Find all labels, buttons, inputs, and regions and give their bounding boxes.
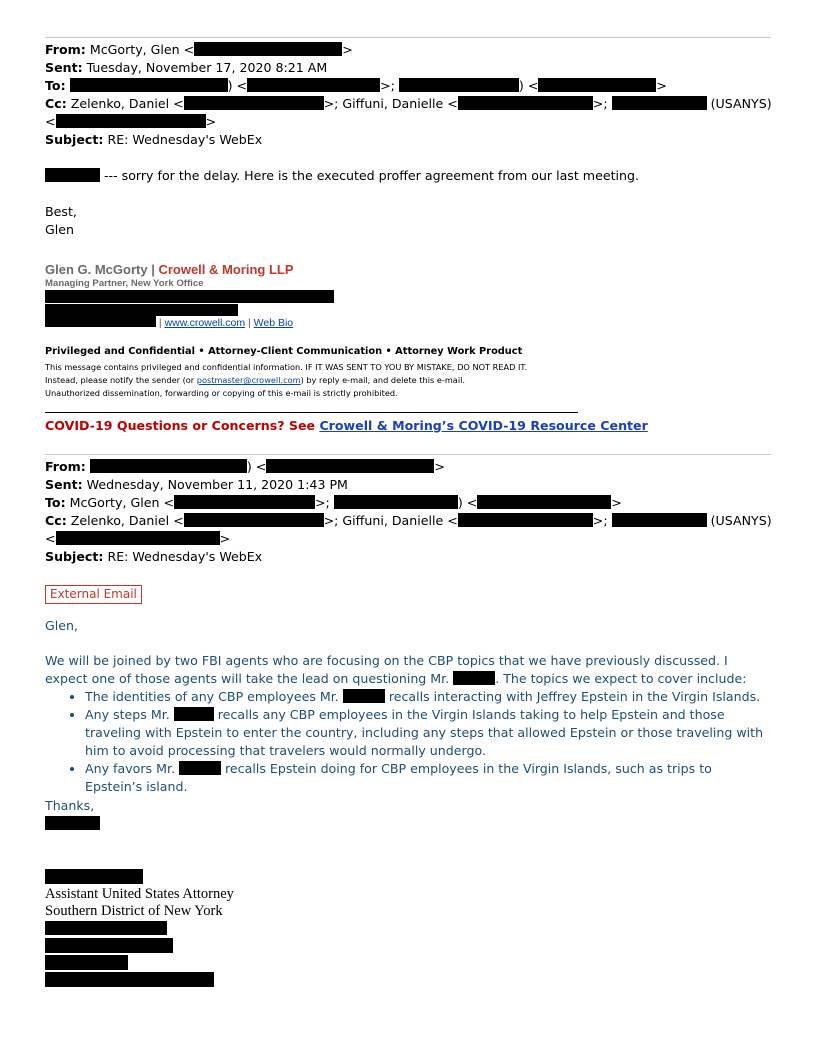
redaction (45, 972, 214, 987)
email1-from-line: From: McGorty, Glen < > (45, 42, 353, 57)
email1-to-line: To: ) < >; ) < > (45, 78, 667, 93)
redaction (399, 78, 519, 92)
web-bio-link[interactable]: Web Bio (253, 317, 294, 329)
email2-cc-line: Cc: Zelenko, Daniel < >; Giffuni, Danielle < >; (USANYS) (45, 513, 772, 528)
redaction (477, 495, 611, 509)
redaction (56, 531, 220, 545)
email2-greeting: Glen, (45, 618, 78, 633)
redaction (45, 816, 100, 830)
redaction (179, 761, 221, 775)
redaction (45, 290, 334, 303)
redaction (70, 78, 228, 92)
ausa-office: Southern District of New York (45, 903, 223, 919)
email2-subject-line: Subject: RE: Wednesday's WebEx (45, 549, 263, 564)
redaction (45, 955, 128, 970)
topics-list (45, 688, 773, 796)
website-link[interactable]: www.crowell.com (164, 317, 246, 329)
redaction (45, 938, 173, 953)
redaction (458, 513, 593, 527)
email2-sent-line: Sent: Wednesday, November 11, 2020 1:43 PM (45, 477, 348, 492)
redaction (453, 671, 495, 685)
redaction (612, 513, 707, 527)
email1-subject-line (45, 131, 262, 148)
list-item: • Any favors Mr. recalls Epstein doing for CBP employees in the Virgin Islands, such as trips to Epstein’s island. (85, 760, 773, 796)
redaction (194, 42, 342, 56)
email2-to-line: To: McGorty, Glen < >; ) < > (45, 495, 622, 510)
email2-cc-continued: < > (45, 531, 231, 546)
email2-paragraph: We will be joined by two FBI agents who are focusing on the CBP topics that we have previously discussed. I expect one of those agents will take the lead on questioning Mr. . The topics we expect to cover include: (45, 653, 747, 686)
redaction (458, 96, 593, 110)
email1-cc-line: Cc: Zelenko, Daniel < >; Giffuni, Danielle < >; (USANYS) (45, 96, 772, 111)
notice-line-1: This message contains privileged and confidential information. IF IT WAS SENT TO YOU BY MISTAKE, DO NOT READ IT. (45, 362, 528, 372)
redaction (90, 459, 247, 473)
redaction (174, 707, 214, 721)
sent-label: Sent: (45, 60, 83, 75)
list-item: • Any steps Mr. recalls any CBP employees in the Virgin Islands taking to help Epstein and those traveling with Epstein to enter the country, including any steps that allowed Epstein or those traveling with him to avoid processing that travelers would normally undergo. (85, 706, 773, 760)
top-divider (45, 37, 771, 38)
email1-body: --- sorry for the delay. Here is the executed proffer agreement from our last meeting. (45, 167, 639, 184)
signature-title: Managing Partner, New York Office (45, 278, 204, 289)
notice-line-3: Unauthorized dissemination, forwarding or copying of this e-mail is strictly prohibited. (45, 388, 398, 398)
to-label: To: (45, 78, 66, 93)
redaction (334, 495, 458, 509)
redaction (45, 869, 143, 884)
firm-name: Crowell & Moring LLP (158, 262, 294, 277)
from-label: From: (45, 42, 86, 57)
email2-closing: Thanks, (45, 798, 95, 813)
postmaster-email-link[interactable]: postmaster@crowell.com (196, 375, 301, 385)
cc-label: Cc: (45, 96, 67, 111)
subject-value: RE: Wednesday's WebEx (107, 132, 263, 147)
privileged-heading: Privileged and Confidential • Attorney-Client Communication • Attorney Work Product (45, 346, 523, 357)
external-email-badge: External Email (45, 585, 142, 604)
redaction (184, 513, 324, 527)
redaction (343, 689, 385, 703)
redaction (612, 96, 707, 110)
sent-value: Tuesday, November 17, 2020 8:21 AM (86, 60, 328, 75)
covid-resource-link[interactable]: Crowell & Moring’s COVID-19 Resource Center (319, 418, 648, 433)
from-name: McGorty, Glen < (89, 42, 195, 57)
signature-links: | www.crowell.com | Web Bio (45, 316, 293, 329)
email1-sent-line (45, 59, 327, 76)
email1-signoff: Glen (45, 222, 74, 237)
covid-banner: COVID-19 Questions or Concerns? See Crowell & Moring’s COVID-19 Resource Center (45, 418, 648, 433)
email1-closing: Best, (45, 204, 77, 219)
redaction (174, 495, 315, 509)
redaction (538, 78, 656, 92)
redaction (45, 921, 167, 935)
redaction (45, 316, 156, 327)
list-item: • The identities of any CBP employees Mr. recalls interacting with Jeffrey Epstein in the Virgin Islands. (85, 688, 773, 706)
covid-divider (45, 412, 578, 413)
redaction (56, 114, 206, 128)
thread-divider (45, 454, 771, 455)
redaction (45, 304, 238, 316)
redaction (247, 78, 380, 92)
email2-from-line: From: ) < > (45, 459, 445, 474)
signature-name-line: Glen G. McGorty | Crowell & Moring LLP (45, 262, 294, 277)
notice-line-2: Instead, please notify the sender (or postmaster@crowell.com) by reply e-mail, and delete this e-mail. (45, 375, 465, 385)
email1-cc-continued: < > (45, 114, 217, 129)
ausa-title: Assistant United States Attorney (45, 886, 234, 902)
subject-label: Subject: (45, 132, 104, 147)
redaction (184, 96, 324, 110)
redaction (45, 168, 100, 182)
redaction (266, 459, 434, 473)
